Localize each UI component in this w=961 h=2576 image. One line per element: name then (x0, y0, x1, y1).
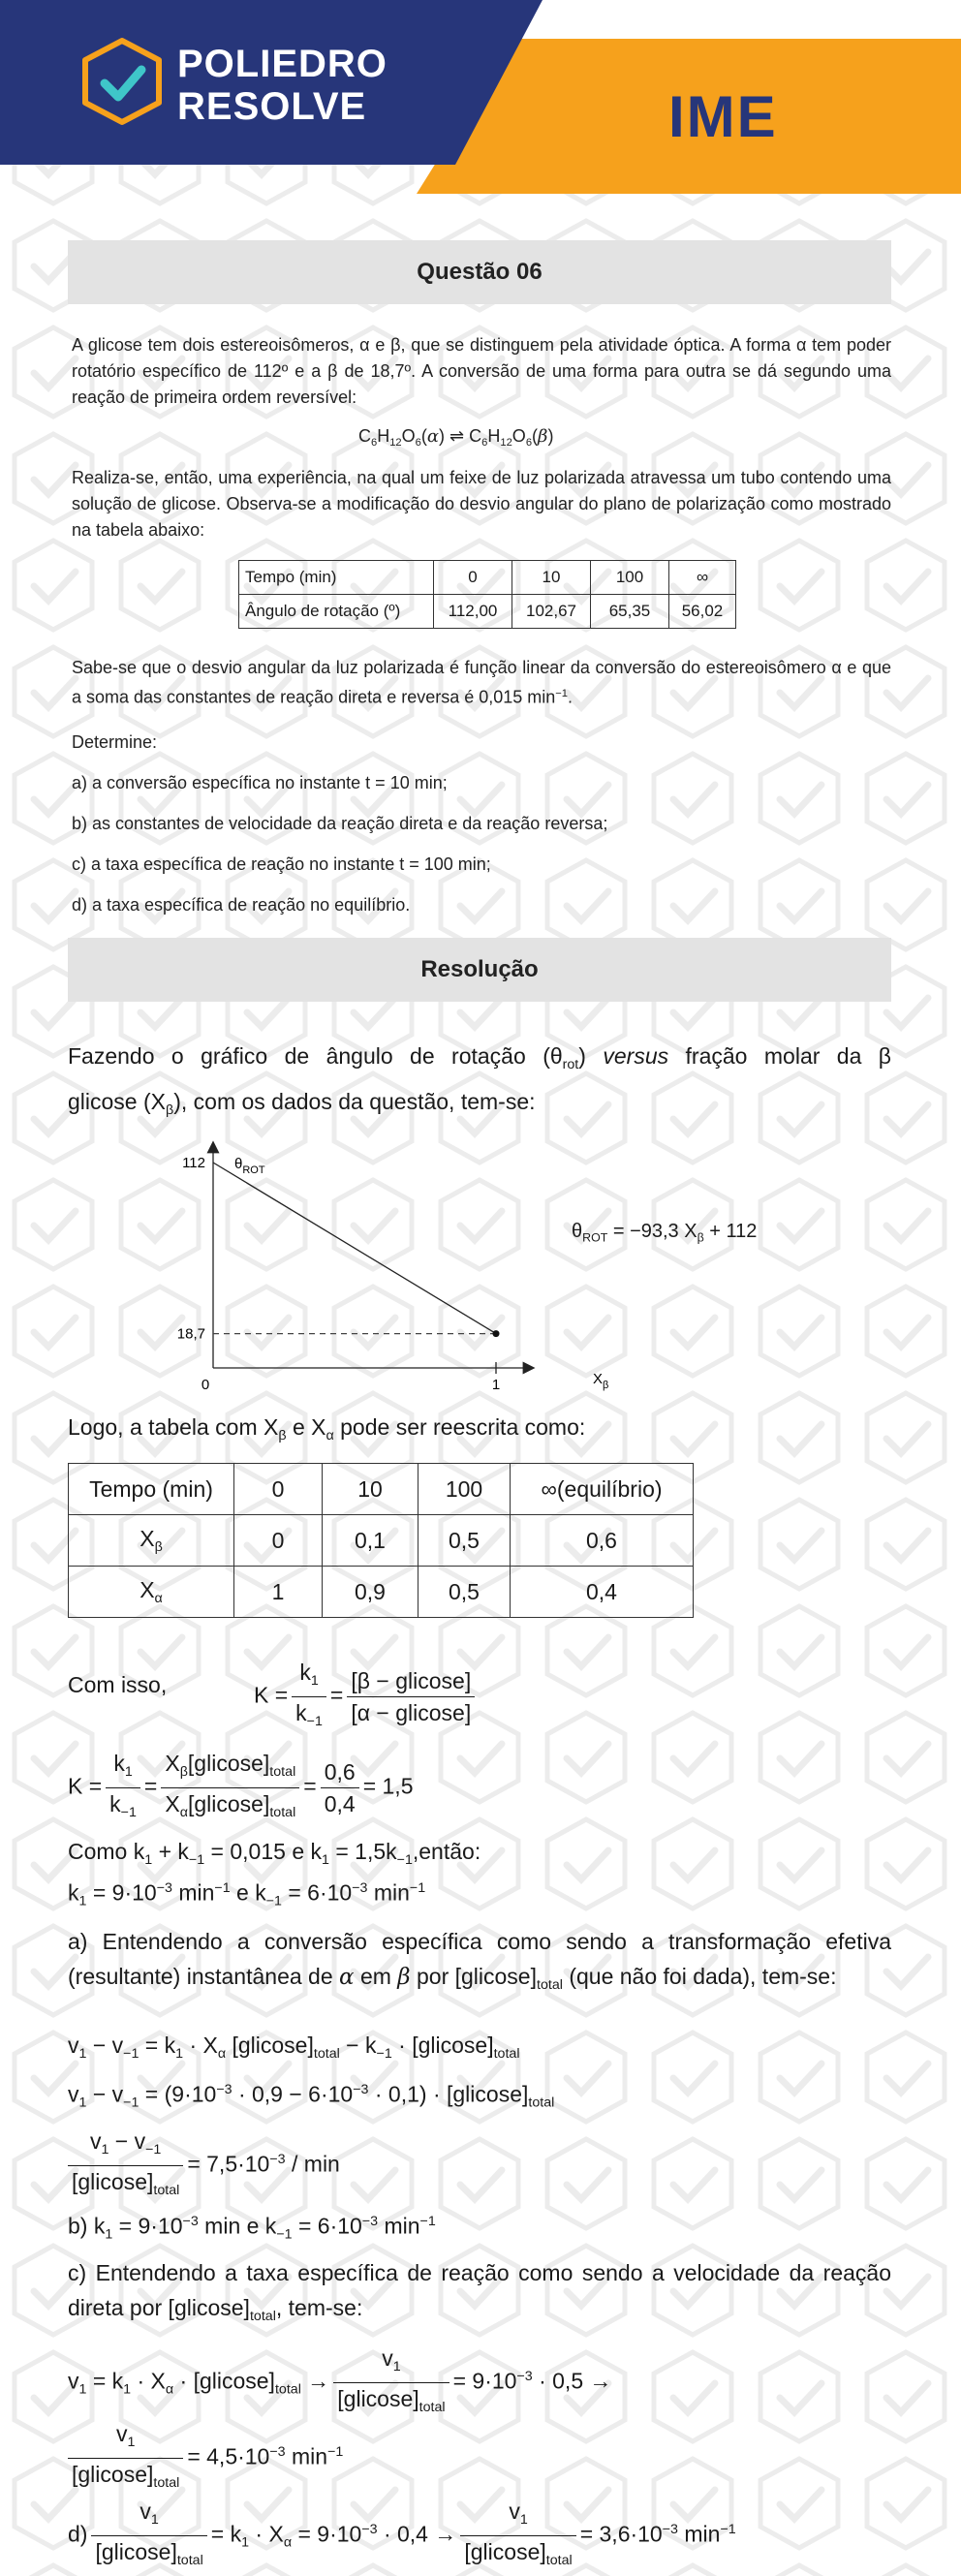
answer-b: b) $k_1 = 9\cdot 10^{-3}$ min e $k_{-1} = 6\cdot 10^{-3}$ $\min^{-1}$ (68, 2213, 436, 2243)
table-header: 10 (323, 1464, 418, 1515)
table-cell: 0,1 (323, 1515, 418, 1567)
reaction-right: $C_6H_{12}O_6(\beta)$ (469, 426, 554, 449)
question-experiment: Realiza-se, então, uma experiência, na qual um feixe de luz polarizada atravessa um tubo contendo uma solução de glicose. Observa-se a modificação do desvio angular do plano de polarização como mostrado na tabela abaixo: (72, 468, 891, 540)
table-header: Tempo (min) (69, 1464, 234, 1515)
com-isso-label: Com isso, (68, 1672, 168, 1697)
chart-x-label: $X_\beta$ (593, 1371, 609, 1391)
k-expression: K = $\frac{k_1}{k_{-1}}$ = $\frac{\text{[β − glicose]}}{\text{[α − glicose]}}$ (254, 1657, 479, 1737)
table-cell: 112,00 (434, 595, 512, 629)
table-cell: 0,4 (511, 1567, 694, 1618)
exam-name: IME (668, 84, 778, 149)
resolution-intro-line1: Fazendo o gráfico de ângulo de rotação $(\theta_{rot})$ versus fração molar da β (68, 1043, 892, 1072)
resolution-title: Resolução (68, 938, 891, 1002)
answer-c-eq1: $v_1 = k_1 \cdot X_\alpha \cdot [glicose]_{total}$ → $\frac{v_1}{[glicose]_{total}}$ = $9\cdot 10^{-3} \cdot 0,5$ → (68, 2343, 612, 2423)
table-cell: 1 (234, 1567, 323, 1618)
answer-a-eq1: $v_1 - v_{-1} = k_1 \cdot X_\alpha$ $[glicose]_{total} - k_{-1} \cdot [glicose]_{total}$ (68, 2033, 520, 2062)
reaction-left: $C_6H_{12}O_6(\alpha)$ (358, 426, 446, 449)
chart-series-line (213, 1163, 496, 1334)
question-item-a: a) a conversão específica no instante t = 10 min; (72, 773, 448, 792)
rotation-chart (145, 1135, 610, 1407)
table-cell: 0,5 (418, 1515, 511, 1567)
table2-intro: Logo, a tabela com $X_\beta$ e $X_\alpha$ pode ser reescrita como: (68, 1414, 586, 1443)
conversion-table (68, 1463, 694, 1618)
answer-c-text: c) Entendendo a taxa específica de reação como sendo a velocidade da reação direta por $[glicose]_{total}$, tem-se: (68, 2260, 891, 2324)
chart-y-tick-label: 112 (182, 1155, 205, 1171)
table-header: 0 (234, 1464, 323, 1515)
table-label-time: Tempo (min) (239, 561, 434, 595)
chart-data-point (493, 1330, 500, 1337)
table-cell: 56,02 (669, 595, 736, 629)
chart-y-tick-label: 18,7 (176, 1325, 205, 1343)
reaction-arrow: ⇌ (450, 426, 465, 446)
table-label-angle: Ângulo de rotação (º) (239, 595, 434, 629)
table-cell: 0 (234, 1515, 323, 1567)
k-value-expression: K = $\frac{k_1}{k_{-1}}$ = $\frac{X_\beta[glicose]_{total}}{X_\alpha[glicose]_{total}}$ = $\frac{0,6}{0,4}$ = 1,5 (68, 1748, 413, 1828)
answer-a-eq2: $v_1 - v_{-1} = (9\cdot 10^{-3} \cdot 0,9 - 6\cdot 10^{-3} \cdot 0,1) \cdot [glicose]_{total}$ (68, 2081, 555, 2111)
table-cell: 10 (512, 561, 591, 595)
answer-a-text: a) Entendendo a conversão específica como sendo a transformação efetiva (resultante) instantânea de α em β por $[glicose]_{total}$ (que não foi dada), tem-se: (68, 1929, 891, 1993)
question-item-d: d) a taxa específica de reação no equilíbrio. (72, 895, 411, 915)
brand-logo-text: POLIEDRO RESOLVE (177, 43, 388, 128)
question-title: Questão 06 (68, 240, 891, 304)
chart-axes (177, 1143, 533, 1393)
answer-a-eq3: $\frac{v_1 - v_{-1}}{[glicose]_{total}}$ = $7,5\cdot 10^{-3} / \min$ (68, 2126, 340, 2206)
table-cell: 102,67 (512, 595, 591, 629)
determine-label: Determine: (72, 732, 158, 752)
table-header: ∞(equilíbrio) (511, 1464, 694, 1515)
chart-marks (213, 1163, 500, 1337)
question-note: Sabe-se que o desvio angular da luz polarizada é função linear da conversão do estereoisômero α e que a soma das constantes de reação direta e reversa é 0,015 $\min^{-1}$. (72, 658, 891, 707)
table-cell: 65,35 (591, 595, 669, 629)
chart-y-label: $\theta_{ROT}$ (234, 1156, 265, 1176)
chart-x-tick-label: 1 (491, 1377, 501, 1393)
row-label-xa: $X_\alpha$ (69, 1567, 234, 1618)
resolution-intro-line2: glicose $(X_\beta)$, com os dados da questão, tem-se: (68, 1089, 536, 1118)
question-intro: A glicose tem dois estereoisômeros, α e β, que se distinguem pela atividade óptica. A forma α tem poder rotatório específico de 112º e a β de 18,7º. A conversão de uma forma para outra se dá segundo uma reação de primeira ordem reversível: (72, 335, 891, 407)
question-item-c: c) a taxa específica de reação no instante t = 100 min; (72, 854, 491, 874)
answer-c-eq2: $\frac{v_1}{[glicose]_{total}}$ = $4,5\cdot 10^{-3}$ $\min^{-1}$ (68, 2418, 343, 2498)
table-cell: 100 (591, 561, 669, 595)
table-header: 100 (418, 1464, 511, 1515)
question-item-b: b) as constantes de velocidade da reação direta e da reação reversa; (72, 814, 608, 833)
answer-d: d) $\frac{v_1}{[glicose]_{total}}$ = $k_1 \cdot X_\alpha = 9\cdot 10^{-3} \cdot 0,4$ → $\frac{v_1}{[glicose]_{total}}$ = $3,6\cdot 10^{-3}$ $\min^{-1}$ (68, 2496, 736, 2576)
table-cell: ∞ (669, 561, 736, 595)
row-label-xb: $X_\beta$ (69, 1515, 234, 1567)
constants-values: $k_1 = 9\cdot 10^{-3}$ $\min^{-1} e$ $k_{-1} = 6\cdot 10^{-3}$ $\min^{-1}$ (68, 1879, 426, 1909)
table-cell: 0,5 (418, 1567, 511, 1618)
sum-constants-line: Como $k_1 + k_{-1} = 0,015$ e $k_1$ = $1,5k_{-1},então$: (68, 1839, 481, 1868)
reaction-equation (358, 426, 553, 449)
table-cell: 0 (434, 561, 512, 595)
graph-equation: $\theta_{ROT} = -93,3$ $X_\beta + 112$ (572, 1221, 758, 1245)
table-cell: 0,6 (511, 1515, 694, 1567)
chart-x-tick-label: 0 (201, 1377, 210, 1393)
check-badge-icon (78, 37, 167, 126)
rotation-table (238, 560, 736, 629)
table-cell: 0,9 (323, 1567, 418, 1618)
